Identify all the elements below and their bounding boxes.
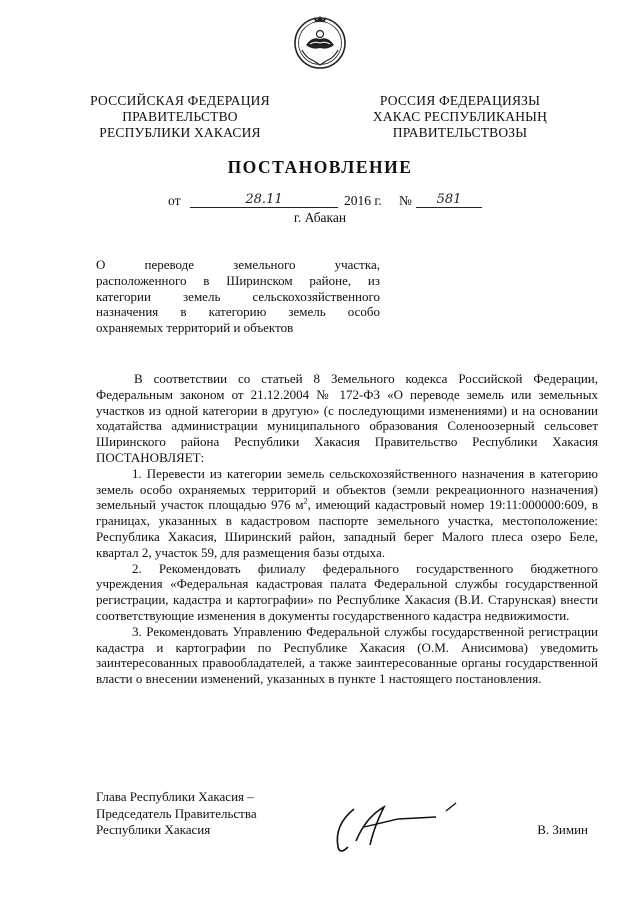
coat-of-arms-emblem bbox=[292, 14, 348, 70]
item-1-text-a: 1. Перевести из категории земель сельскохозяйственного назначения в категорию земель особо охраняемых территорий и объектов (земли рекреационного назначения) земельный участок площадью 976 м bbox=[96, 465, 598, 513]
header-right-line-3: ПРАВИТЕЛЬСТВОЗЫ bbox=[392, 125, 528, 140]
subject-line-4: назначения в категорию земель особо bbox=[96, 304, 380, 320]
item-3-paragraph: 3. Рекомендовать Управлению Федеральной службы государственной регистрации кадастра и картографии по Республике Хакасия (О.М. Анисимова) уведомить заинтересованных правообладателей, а также заинтересованные органы государственной власти о внесении изменений, указанных в пункте 1 настоящего постановления. bbox=[96, 623, 598, 687]
signatory-position-line-3: Республики Хакасия bbox=[96, 822, 211, 837]
subject-line-3: категории земель сельскохозяйственного bbox=[96, 288, 380, 304]
subject-line-5: охраняемых территорий и объектов bbox=[96, 320, 294, 336]
item-2-paragraph: 2. Рекомендовать филиалу федерального государственного бюджетного учреждения «Федеральная кадастровая палата Федеральной службы государственной регистрации, кадастра и картографии» по Республике Хакасия (В.И. Старунская) внести соответствующие изменения в документы государственного кадастра недвижимости. bbox=[96, 560, 598, 623]
signatory-position-line-1: Глава Республики Хакасия – bbox=[96, 789, 254, 804]
header-right-block bbox=[360, 93, 560, 141]
preamble-paragraph: В соответствии со статьей 8 Земельного кодекса Российской Федерации, Федеральным законом от 21.12.2004 № 172-ФЗ «О переводе земель или земельных участков из одной категории в другую» (с последующими изменениями) и на основании ходатайства администрации муниципального образования Соленоозерный сельсовет Ширинского района Республики Хакасия Правительство Республики Хакасия ПОСТАНОВЛЯЕТ: bbox=[96, 371, 598, 465]
document-body bbox=[96, 371, 598, 687]
header-right-line-2: ХАКАС РЕСПУБЛИКАНЫҢ bbox=[372, 109, 548, 124]
signatory-name: В. Зимин bbox=[537, 822, 588, 837]
header-left-block bbox=[80, 93, 280, 141]
document-title: ПОСТАНОВЛЕНИЕ bbox=[227, 157, 413, 177]
date-year-label: 2016 г. bbox=[344, 193, 382, 208]
header-left-line-2: ПРАВИТЕЛЬСТВО bbox=[122, 109, 238, 124]
header-left-line-1: РОССИЙСКАЯ ФЕДЕРАЦИЯ bbox=[90, 93, 270, 108]
item-1-superscript: 2 bbox=[303, 497, 308, 507]
date-field: 28.11 bbox=[190, 193, 338, 208]
number-field: 581 bbox=[416, 193, 482, 208]
header-right-line-1: РОССИЯ ФЕДЕРАЦИЯЗЫ bbox=[379, 93, 541, 108]
signatory-position-line-2: Председатель Правительства bbox=[96, 805, 257, 821]
item-1-paragraph bbox=[96, 466, 598, 561]
subject-block bbox=[96, 257, 380, 336]
subject-line-1: О переводе земельного участка, bbox=[96, 257, 380, 272]
signatory-position bbox=[96, 789, 306, 839]
item-1-text-b: , имеющий кадастровый номер 19:11:000000:609, в границах, указанных в кадастровом паспорте земельного участка, местоположение: Республика Хакасия, Ширинский район, западный берег Малого плеса озеро Беле, квартал 2, участок 59, для размещения базы отдыха. bbox=[96, 497, 599, 560]
city-label: г. Абакан bbox=[293, 210, 347, 225]
number-label: № bbox=[399, 193, 412, 208]
handwritten-signature bbox=[326, 797, 466, 857]
header-left-line-3: РЕСПУБЛИКИ ХАКАСИЯ bbox=[99, 125, 261, 140]
subject-line-2: расположенного в Ширинском районе, из bbox=[96, 272, 380, 288]
date-from-label: от bbox=[168, 193, 181, 208]
